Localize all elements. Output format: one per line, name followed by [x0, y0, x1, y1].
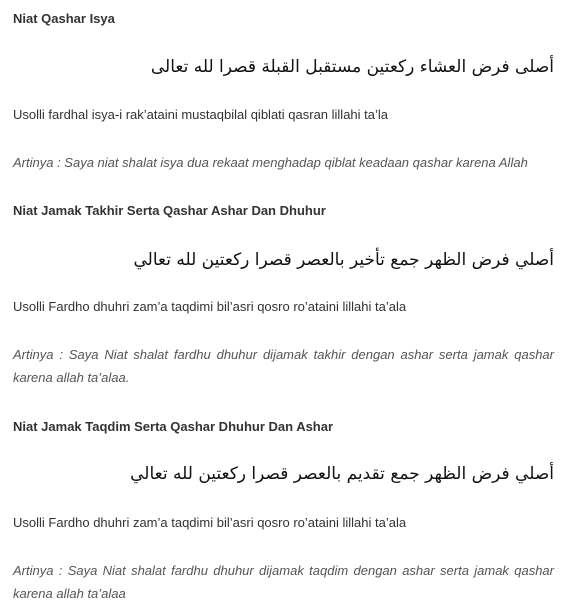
section-heading: Niat Jamak Takhir Serta Qashar Ashar Dan Dhuhur [13, 203, 326, 218]
latin-transliteration: Usolli Fardho dhuhri zam’a taqdimi bil’asri qosro ro’ataini lillahi ta’ala [13, 515, 407, 530]
translation-text: Artinya : Saya Niat shalat fardhu dhuhur dijamak taqdim dengan ashar serta jamak qashar karena allah ta’alaa [13, 563, 554, 601]
translation-text: Artinya : Saya Niat shalat fardhu dhuhur dijamak takhir dengan ashar serta jamak qashar karena allah ta’alaa. [13, 347, 554, 385]
arabic-niat-text: أصلى فرض العشاء ركعتين مستقبل القبلة قصرا لله تعالى [150, 57, 554, 77]
arabic-niat-text: أصلي فرض الظهر جمع تأخير بالعصر قصرا ركعتين لله تعالي [133, 250, 554, 270]
translation-text: Artinya : Saya niat shalat isya dua rekaat menghadap qiblat keadaan qashar karena Allah [13, 155, 528, 170]
section-heading: Niat Qashar Isya [13, 11, 115, 26]
latin-transliteration: Usolli Fardho dhuhri zam’a taqdimi bil’asri qosro ro’ataini lillahi ta’ala [13, 299, 407, 314]
latin-transliteration: Usolli fardhal isya-i rak’ataini mustaqbilal qiblati qasran lillahi ta’la [13, 107, 389, 122]
section-heading: Niat Jamak Taqdim Serta Qashar Dhuhur Dan Ashar [13, 419, 334, 434]
arabic-niat-text: أصلي فرض الظهر جمع تقديم بالعصر قصرا ركعتين لله تعالي [130, 464, 554, 484]
